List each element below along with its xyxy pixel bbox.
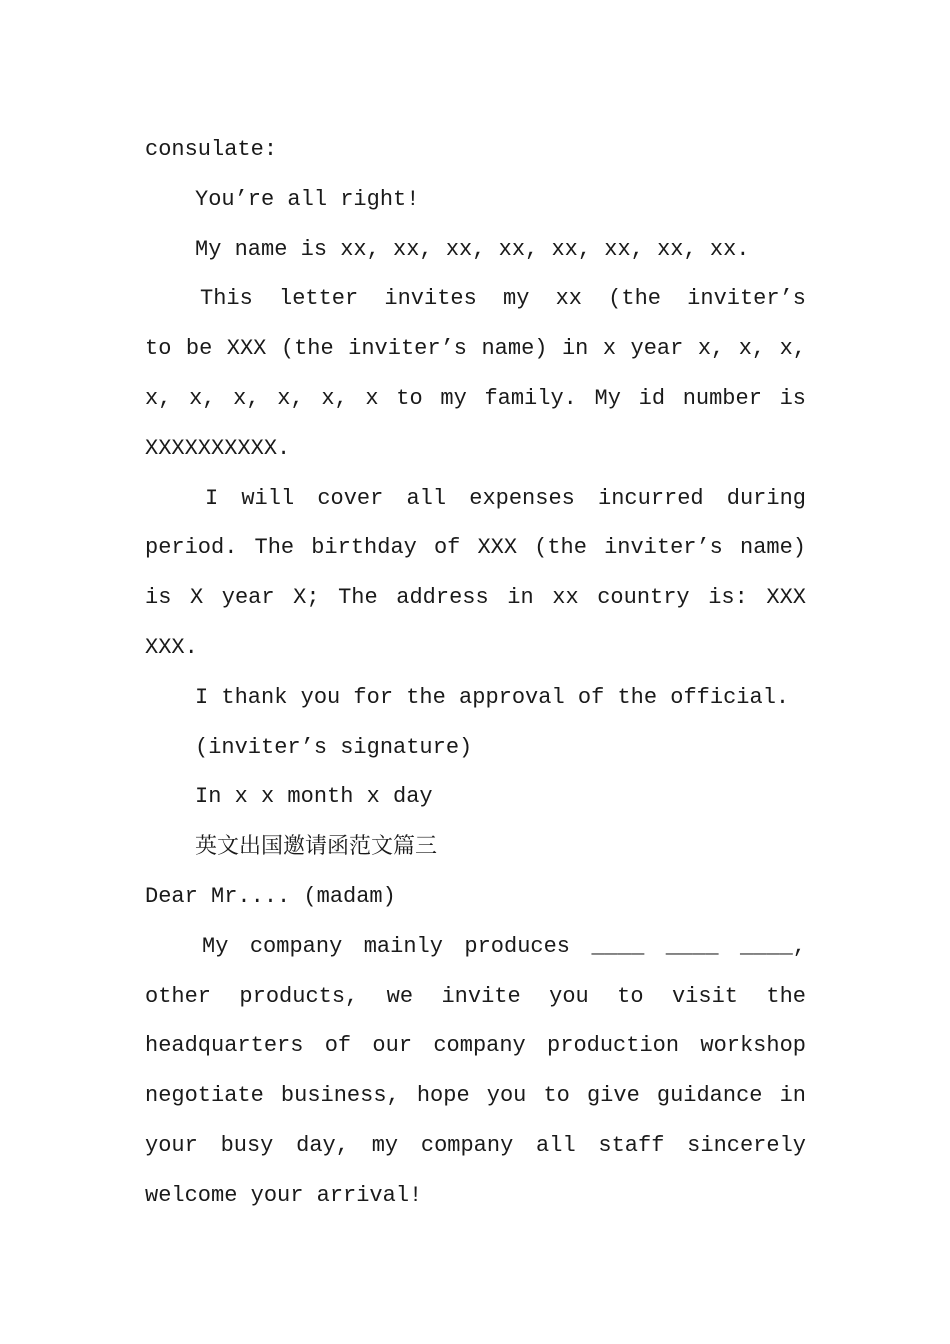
text-line: You’re all right!: [195, 186, 420, 212]
paragraph-line: This letter invites my xx (the inviter’s: [200, 286, 806, 312]
text-line: XXX.: [145, 634, 198, 660]
section-heading: 英文出国邀请函范文篇三: [195, 834, 438, 860]
paragraph-line: to be XXX (the inviter’s name) in x year x, x, x,: [145, 336, 806, 362]
text-line: (inviter’s signature): [195, 734, 473, 760]
text-line: My name is xx, xx, xx, xx, xx, xx, xx, xx.: [195, 236, 750, 262]
paragraph-line: x, x, x, x, x, x to my family. My id number is: [145, 385, 806, 411]
document-body: [145, 125, 806, 1221]
paragraph-line: period. The birthday of XXX (the inviter’s name): [145, 535, 806, 561]
paragraph-line: other products, we invite you to visit the: [145, 983, 806, 1009]
text-line: In x x month x day: [195, 784, 433, 810]
salutation: Dear Mr.... (madam): [145, 883, 396, 909]
text-line: I thank you for the approval of the official.: [195, 684, 790, 710]
text-line: XXXXXXXXXX.: [145, 435, 291, 461]
text-line: consulate:: [145, 137, 278, 162]
text-line: welcome your arrival!: [145, 1182, 423, 1208]
paragraph-line: is X year X; The address in xx country is: XXX: [145, 585, 806, 611]
paragraph-line: your busy day, my company all staff sincerely: [145, 1132, 806, 1158]
paragraph-line: I will cover all expenses incurred during: [205, 485, 806, 511]
paragraph-line: My company mainly produces ____ ____ ____,: [202, 933, 806, 959]
paragraph-line: headquarters of our company production workshop: [145, 1033, 806, 1059]
paragraph-line: negotiate business, hope you to give guidance in: [145, 1083, 806, 1109]
